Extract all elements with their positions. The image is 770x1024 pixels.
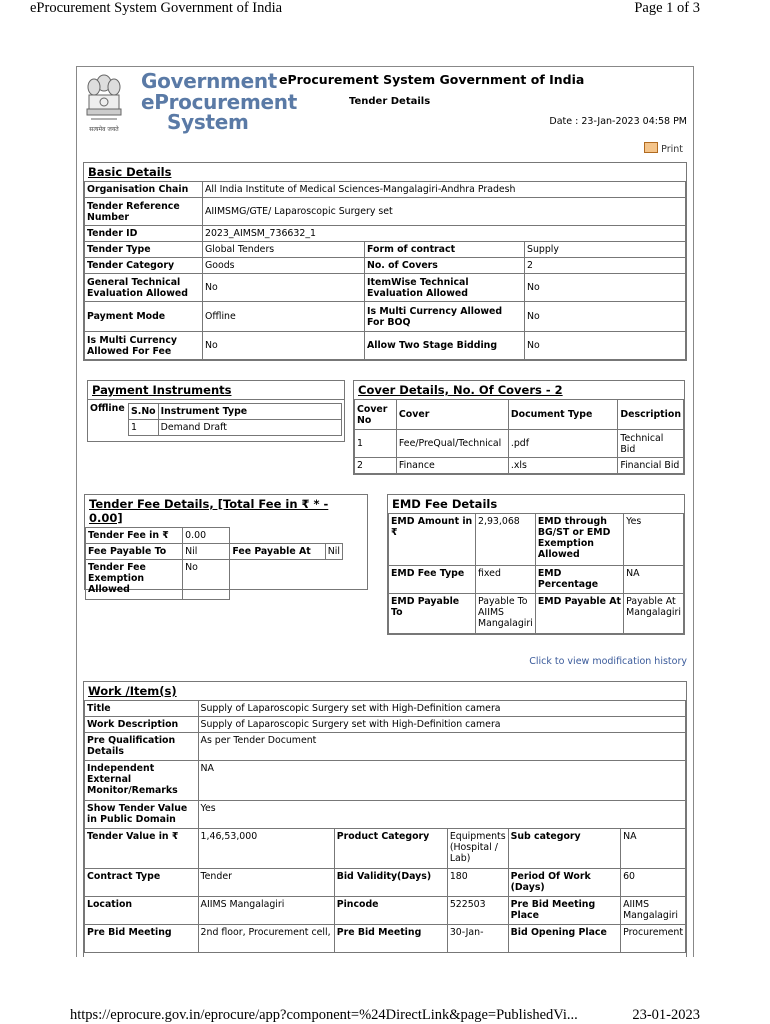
- pre-bid-meeting-address-label: Pre Bid Meeting: [85, 925, 199, 953]
- page-footer-date: 23-01-2023: [632, 1007, 700, 1023]
- col-description: Description: [618, 400, 684, 430]
- tender-id-value: 2023_AIMSM_736632_1: [203, 226, 686, 242]
- print-label: Print: [661, 144, 683, 155]
- cover-doc-type: .xls: [508, 458, 618, 474]
- contract-type-value: Tender: [198, 869, 334, 897]
- multi-currency-fee-label: Is Multi Currency Allowed For Fee: [85, 332, 203, 360]
- multi-currency-fee-value: No: [203, 332, 365, 360]
- itemwise-tech-eval-value: No: [525, 274, 686, 302]
- tender-ref-label: Tender Reference Number: [85, 198, 203, 226]
- independent-monitor-value: NA: [198, 761, 685, 801]
- work-items-section: [83, 681, 687, 957]
- pincode-label: Pincode: [334, 897, 447, 925]
- pre-qualification-value: As per Tender Document: [198, 733, 685, 761]
- fee-payable-to-label: Fee Payable To: [86, 544, 183, 560]
- table-row: [355, 458, 684, 474]
- tender-category-value: Goods: [203, 258, 365, 274]
- no-of-covers-label: No. of Covers: [365, 258, 525, 274]
- tender-fee-value: 0.00: [183, 528, 230, 544]
- two-stage-bidding-label: Allow Two Stage Bidding: [365, 332, 525, 360]
- pre-bid-meeting-date-value: 30-Jan-: [447, 925, 508, 953]
- instrument-type: Demand Draft: [158, 420, 341, 436]
- independent-monitor-label: Independent External Monitor/Remarks: [85, 761, 199, 801]
- page-number: Page 1 of 3: [634, 0, 700, 16]
- tender-document-frame: [76, 66, 694, 957]
- emd-payable-at-label: EMD Payable At: [535, 594, 623, 634]
- page-url: https://eprocure.gov.in/eprocure/app?component=%24DirectLink&page=PublishedVi...: [70, 1007, 578, 1023]
- payment-instruments-section: [87, 380, 345, 442]
- fee-payable-to-value: Nil: [183, 544, 230, 560]
- tender-fee-title: Tender Fee Details, [Total Fee in ₹ * - 0.00]: [89, 497, 329, 525]
- tender-fee-label: Tender Fee in ₹: [86, 528, 183, 544]
- period-of-work-label: Period Of Work (Days): [508, 869, 620, 897]
- emd-percentage-label: EMD Percentage: [535, 566, 623, 594]
- pincode-value: 522503: [447, 897, 508, 925]
- page-header-title: eProcurement System Government of India: [30, 0, 283, 16]
- national-emblem-icon: [81, 69, 127, 139]
- cover-no: 2: [355, 458, 397, 474]
- multi-currency-boq-value: No: [525, 302, 686, 332]
- offline-label: Offline: [90, 403, 125, 414]
- gepnic-logo: [81, 69, 297, 139]
- printer-icon: [644, 142, 658, 153]
- cover-doc-type: .pdf: [508, 430, 618, 458]
- pre-bid-meeting-place-value: AIIMS Mangalagiri: [621, 897, 686, 925]
- col-sno: S.No: [129, 404, 159, 420]
- emd-amount-value: 2,93,068: [476, 514, 536, 566]
- tender-value-label: Tender Value in ₹: [85, 829, 199, 869]
- emd-fee-type-value: fixed: [476, 566, 536, 594]
- tender-fee-section: [84, 494, 368, 595]
- fee-exemption-value: No: [183, 560, 230, 600]
- cover-details-table: [354, 399, 684, 474]
- pre-bid-meeting-date-label: Pre Bid Meeting: [334, 925, 447, 953]
- emd-fee-table: [388, 513, 684, 634]
- general-tech-eval-label: General Technical Evaluation Allowed: [85, 274, 203, 302]
- pre-qualification-label: Pre Qualification Details: [85, 733, 199, 761]
- emd-fee-type-label: EMD Fee Type: [389, 566, 476, 594]
- period-of-work-value: 60: [621, 869, 686, 897]
- emd-bg-exemption-value: Yes: [624, 514, 684, 566]
- general-tech-eval-value: No: [203, 274, 365, 302]
- cover-details-section: [353, 380, 685, 475]
- pre-bid-meeting-place-label: Pre Bid Meeting Place: [508, 897, 620, 925]
- cover-description: Technical Bid: [618, 430, 684, 458]
- emd-fee-title: EMD Fee Details: [392, 497, 498, 511]
- form-of-contract-label: Form of contract: [365, 242, 525, 258]
- fee-payable-at-value: Nil: [325, 544, 342, 560]
- itemwise-tech-eval-label: ItemWise Technical Evaluation Allowed: [365, 274, 525, 302]
- product-category-label: Product Category: [334, 829, 447, 869]
- payment-instruments-title: Payment Instruments: [88, 381, 344, 400]
- show-tender-value-label: Show Tender Value in Public Domain: [85, 801, 199, 829]
- fee-exemption-label: Tender Fee Exemption Allowed: [86, 560, 183, 600]
- tender-type-value: Global Tenders: [203, 242, 365, 258]
- page-subtitle: Tender Details: [349, 96, 431, 107]
- bid-opening-place-label: Bid Opening Place: [508, 925, 620, 953]
- location-value: AIIMS Mangalagiri: [198, 897, 334, 925]
- modification-history-link[interactable]: Click to view modification history: [529, 656, 687, 667]
- bid-validity-value: 180: [447, 869, 508, 897]
- basic-details-title: Basic Details: [88, 165, 172, 179]
- cover-name: Finance: [396, 458, 508, 474]
- work-items-table: [84, 700, 686, 953]
- org-chain-label: Organisation Chain: [85, 182, 203, 198]
- pre-bid-meeting-address-value: 2nd floor, Procurement cell,: [198, 925, 334, 953]
- logo-line-system: System: [167, 110, 249, 134]
- show-tender-value-value: Yes: [198, 801, 685, 829]
- tender-type-label: Tender Type: [85, 242, 203, 258]
- cover-details-title: Cover Details, No. Of Covers - 2: [358, 383, 563, 397]
- page-title: eProcurement System Government of India: [279, 72, 585, 87]
- work-title-label: Title: [85, 701, 199, 717]
- col-document-type: Document Type: [508, 400, 618, 430]
- logo-line-government: Government: [141, 69, 278, 93]
- emblem-caption: सत्यमेव जयते: [89, 126, 119, 133]
- org-chain-value: All India Institute of Medical Sciences-Mangalagiri-Andhra Pradesh: [203, 182, 686, 198]
- document-date: Date : 23-Jan-2023 04:58 PM: [549, 116, 687, 127]
- work-description-label: Work Description: [85, 717, 199, 733]
- work-items-title: Work /Item(s): [88, 684, 177, 698]
- cover-no: 1: [355, 430, 397, 458]
- col-cover-no: Cover No: [355, 400, 397, 430]
- bid-validity-label: Bid Validity(Days): [334, 869, 447, 897]
- basic-details-section: [83, 162, 687, 361]
- table-row: [129, 420, 342, 436]
- emd-payable-at-value: Payable At Mangalagiri: [624, 594, 684, 634]
- instrument-sno: 1: [129, 420, 159, 436]
- work-description-value: Supply of Laparoscopic Surgery set with High-Definition camera: [198, 717, 685, 733]
- location-label: Location: [85, 897, 199, 925]
- multi-currency-boq-label: Is Multi Currency Allowed For BOQ: [365, 302, 525, 332]
- payment-mode-label: Payment Mode: [85, 302, 203, 332]
- logo-line-eprocurement: eProcurement: [141, 89, 297, 114]
- tender-category-label: Tender Category: [85, 258, 203, 274]
- sub-category-value: NA: [621, 829, 686, 869]
- tender-ref-value: AIIMSMG/GTE/ Laparoscopic Surgery set: [203, 198, 686, 226]
- payment-mode-value: Offline: [203, 302, 365, 332]
- contract-type-label: Contract Type: [85, 869, 199, 897]
- emd-bg-exemption-label: EMD through BG/ST or EMD Exemption Allowed: [535, 514, 623, 566]
- fee-payable-at-label: Fee Payable At: [230, 544, 325, 560]
- no-of-covers-value: 2: [525, 258, 686, 274]
- form-of-contract-value: Supply: [525, 242, 686, 258]
- cover-description: Financial Bid: [618, 458, 684, 474]
- payment-instruments-table: [128, 403, 342, 436]
- work-title-value: Supply of Laparoscopic Surgery set with High-Definition camera: [198, 701, 685, 717]
- tender-id-label: Tender ID: [85, 226, 203, 242]
- emd-amount-label: EMD Amount in ₹: [389, 514, 476, 566]
- table-row: [355, 430, 684, 458]
- bid-opening-place-value: Procurement: [621, 925, 686, 953]
- product-category-value: Equipments (Hospital / Lab): [447, 829, 508, 869]
- cover-name: Fee/PreQual/Technical: [396, 430, 508, 458]
- sub-category-label: Sub category: [508, 829, 620, 869]
- two-stage-bidding-value: No: [525, 332, 686, 360]
- emd-fee-section: [387, 494, 685, 635]
- tender-fee-table: [85, 527, 343, 600]
- basic-details-table: [84, 181, 686, 360]
- emd-payable-to-value: Payable To AIIMS Mangalagiri: [476, 594, 536, 634]
- emd-payable-to-label: EMD Payable To: [389, 594, 476, 634]
- col-cover: Cover: [396, 400, 508, 430]
- tender-value-value: 1,46,53,000: [198, 829, 334, 869]
- print-link[interactable]: [644, 142, 683, 155]
- emd-percentage-value: NA: [624, 566, 684, 594]
- col-instrument-type: Instrument Type: [158, 404, 341, 420]
